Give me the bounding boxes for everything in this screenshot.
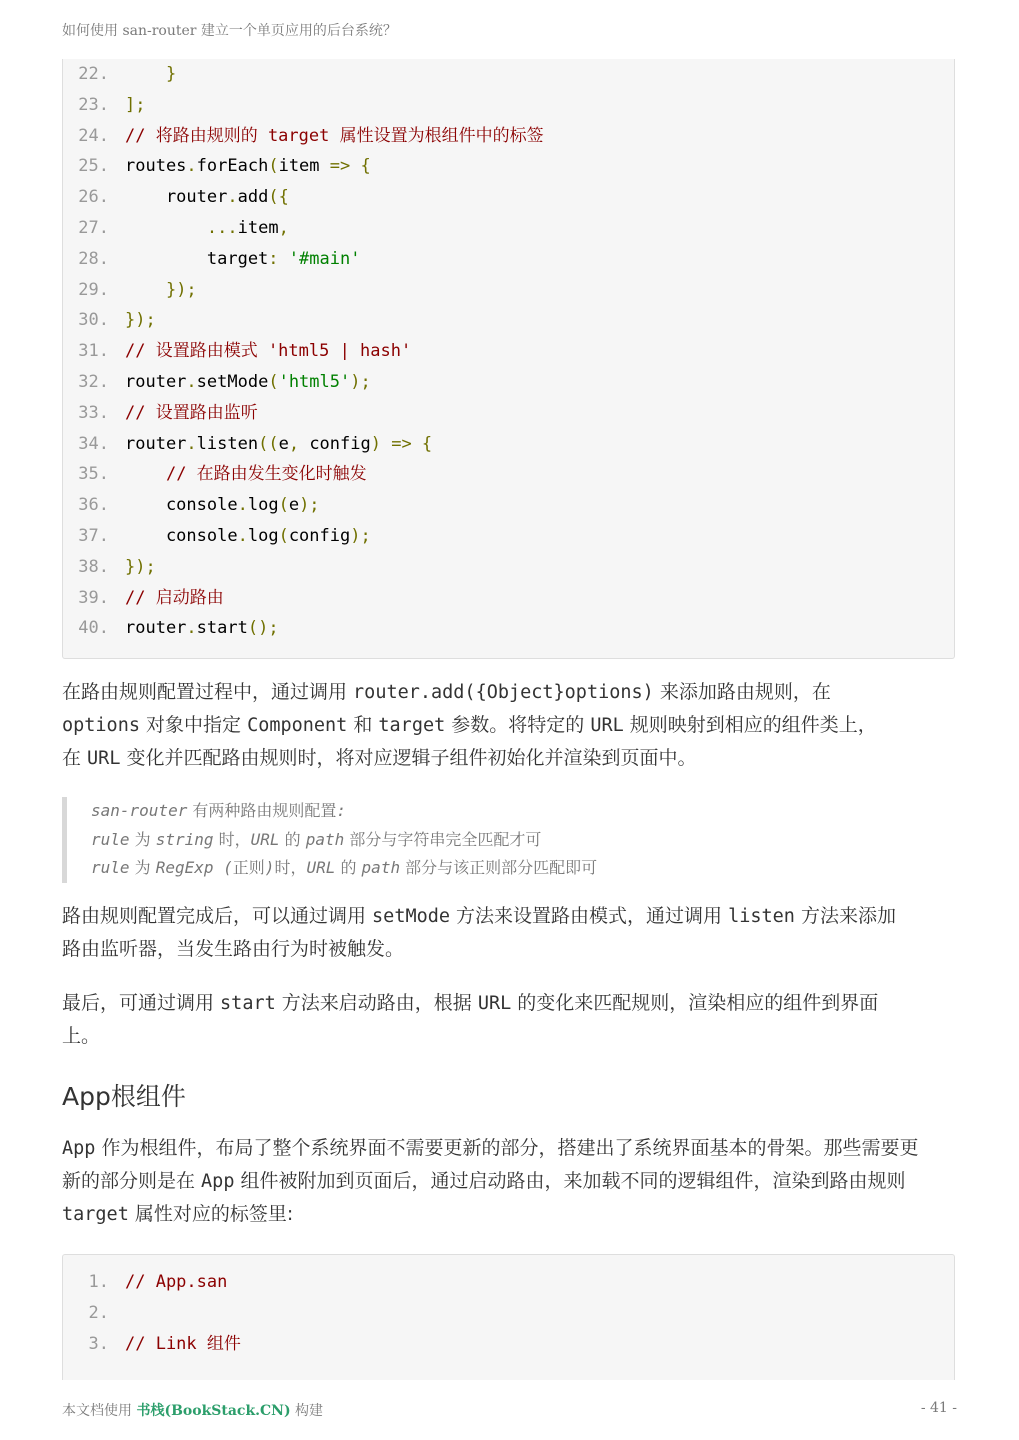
code-token: // Link 组件: [125, 1333, 241, 1354]
inline-code: listen: [728, 906, 795, 927]
code-token: .: [237, 525, 248, 546]
line-number: 24.: [78, 125, 109, 146]
paragraph-app-root: [62, 1132, 957, 1231]
code-token: ({: [268, 187, 289, 208]
text-span: 新的部分则是在: [62, 1170, 202, 1192]
code-text: [125, 275, 197, 306]
text-span: 在: [62, 747, 88, 769]
code-line: [63, 336, 954, 367]
line-number: 27.: [78, 217, 109, 238]
line-number: 32.: [78, 371, 109, 392]
inline-code: URL: [590, 715, 624, 736]
text-span: 方法来启动路由，根据: [275, 992, 478, 1014]
text-span: 路由规则配置完成后，可以通过调用: [62, 905, 373, 927]
paragraph-setmode-listen: [62, 900, 957, 966]
code-token: .: [186, 618, 197, 639]
code-token: (: [278, 525, 289, 546]
code-text: [125, 1267, 227, 1298]
text-span: 和: [347, 714, 379, 736]
code-text: [125, 490, 320, 521]
note-line: [91, 854, 952, 883]
code-text: [125, 552, 156, 583]
code-line: [63, 1329, 954, 1360]
code-token: listen: [196, 433, 259, 454]
code-line: [63, 429, 954, 460]
note-line: [91, 797, 952, 826]
code-token: ,: [288, 433, 310, 454]
inline-code: App: [201, 1171, 235, 1192]
note-mono: san-router: [91, 801, 188, 820]
code-line: [63, 1298, 954, 1329]
code-token: e: [278, 433, 289, 454]
code-token: ...: [206, 217, 238, 238]
section-heading: App根组件: [62, 1082, 186, 1111]
code-line: [63, 121, 954, 152]
page-header: 如何使用 san-router 建立一个单页应用的后台系统？: [62, 23, 397, 39]
code-token: start: [196, 618, 248, 639]
code-token: [125, 280, 166, 300]
line-number: 30.: [78, 310, 109, 331]
note-mono: rule: [91, 829, 130, 849]
note-text: 正则: [232, 858, 265, 877]
line-number: 22.: [78, 64, 109, 84]
code-token: router: [125, 187, 228, 208]
code-token: router: [125, 618, 187, 639]
inline-code: App: [62, 1138, 96, 1159]
line-number: 34.: [78, 433, 109, 454]
code-token: [125, 218, 207, 238]
code-token: .: [237, 495, 248, 516]
line-number: 33.: [78, 402, 109, 423]
code-text: [125, 121, 544, 152]
code-token: config: [288, 525, 351, 546]
code-token: forEach: [196, 156, 269, 177]
code-line: [63, 275, 954, 306]
footer-prefix: 本文档使用: [62, 1403, 137, 1419]
code-text: [125, 305, 156, 336]
code-line: [63, 213, 954, 244]
code-token: console: [125, 525, 238, 546]
code-token: .: [227, 187, 238, 208]
code-token: [125, 64, 166, 84]
inline-code: target: [62, 1204, 129, 1225]
code-token: [125, 464, 166, 484]
code-token: (: [268, 371, 279, 392]
text-span: 上。: [62, 1025, 101, 1047]
code-token: 'html5': [278, 371, 351, 392]
line-number: 29.: [78, 279, 109, 300]
code-token: e: [288, 495, 300, 516]
code-token: );: [299, 495, 320, 516]
code-line: [63, 90, 954, 121]
code-token: ) => {: [370, 433, 433, 454]
note-mono: URL: [250, 829, 280, 849]
code-text: [125, 151, 371, 182]
bookstack-link[interactable]: 书栈(BookStack.CN): [136, 1403, 291, 1419]
line-number: 38.: [78, 556, 109, 577]
note-mono: path: [361, 858, 401, 877]
text-span: 路由监听器，当发生路由行为时被触发。: [62, 938, 405, 960]
code-token: // 在路由发生变化时触发: [165, 464, 367, 485]
text-span: 变化并匹配路由规则时，将对应逻辑子组件初始化并渲染到页面中。: [120, 747, 697, 769]
footer-credit: [62, 1400, 323, 1420]
code-token: setMode: [196, 371, 269, 392]
code-token: :: [268, 248, 289, 269]
note-mono: string: [155, 829, 214, 849]
line-number: 31.: [78, 341, 109, 362]
code-block: [62, 59, 955, 659]
inline-code: options: [62, 715, 140, 736]
note-line: [91, 826, 952, 855]
code-token: => {: [329, 156, 371, 177]
code-token: .: [186, 433, 197, 454]
code-token: console: [125, 495, 238, 516]
code-token: (: [268, 156, 279, 177]
line-number: 36.: [78, 495, 109, 516]
code-text: [125, 367, 371, 398]
text-span: 属性对应的标签里:: [128, 1203, 294, 1225]
note-text: 的: [279, 829, 306, 849]
code-token: routes: [125, 156, 187, 177]
line-number: 1.: [88, 1272, 109, 1292]
footer-suffix: 构建: [290, 1403, 324, 1419]
inline-code: setMode: [372, 906, 451, 927]
code-line: [63, 367, 954, 398]
code-text: [125, 182, 289, 213]
text-span: 作为根组件，布局了整个系统界面不需要更新的部分，搭建出了系统界面基本的骨架。那些需要更: [95, 1137, 919, 1159]
code-token: // 设置路由监听: [125, 402, 258, 423]
line-number: 23.: [78, 94, 109, 115]
note-text: 为: [129, 858, 156, 877]
code-line: [63, 1267, 954, 1298]
code-token: router: [125, 433, 187, 454]
code-token: ();: [247, 618, 279, 639]
code-token: item: [237, 217, 279, 238]
code-text: [125, 336, 411, 367]
note-text: 时，: [274, 858, 307, 877]
code-text: [125, 1329, 241, 1360]
code-line: [63, 613, 954, 644]
line-number: 39.: [78, 587, 109, 608]
code-token: ((: [258, 433, 279, 454]
code-text: [125, 459, 367, 490]
code-text: [125, 244, 360, 275]
note-mono: URL: [306, 858, 336, 877]
inline-code: router.add({Object}options): [353, 682, 654, 703]
inline-code: start: [220, 993, 276, 1014]
line-number: 3.: [88, 1333, 109, 1354]
code-line: [63, 244, 954, 275]
note-mono: RegExp (: [155, 858, 233, 877]
paragraph-router-add: [62, 676, 957, 775]
page-number: - 41 -: [920, 1400, 957, 1416]
code-token: );: [350, 525, 371, 546]
text-span: 的变化来匹配规则，渲染相应的组件到界面: [511, 992, 879, 1014]
text-span: 方法来设置路由模式，通过调用: [450, 905, 729, 927]
code-token: '#main': [288, 248, 361, 269]
code-token: .: [186, 371, 197, 392]
line-number: 26.: [78, 187, 109, 208]
code-token: config: [309, 433, 371, 454]
code-line: [63, 305, 954, 336]
code-token: router: [125, 371, 187, 392]
line-number: 40.: [78, 618, 109, 639]
text-span: 在路由规则配置过程中，通过调用: [62, 681, 354, 703]
code-line: [63, 459, 954, 490]
code-line: [63, 490, 954, 521]
code-token: });: [165, 279, 197, 300]
note-text: 的: [335, 858, 362, 877]
line-number: 35.: [78, 464, 109, 485]
code-text: [125, 521, 371, 552]
note-mono: ): [264, 858, 275, 877]
inline-code: URL: [87, 748, 121, 769]
line-number: 2.: [88, 1302, 109, 1323]
code-line: [63, 521, 954, 552]
line-number: 37.: [78, 525, 109, 546]
code-block: [62, 1254, 955, 1380]
code-text: [125, 613, 279, 644]
text-span: 参数。将特定的: [445, 714, 591, 736]
code-token: // 将路由规则的 target 属性设置为根组件中的标签: [125, 125, 544, 146]
text-span: 规则映射到相应的组件类上，: [623, 714, 877, 736]
inline-code: Component: [247, 715, 348, 736]
code-token: });: [125, 556, 156, 577]
code-token: );: [350, 371, 371, 392]
code-token: log: [247, 525, 279, 546]
note-text: 部分与字符串完全匹配才可: [344, 829, 542, 849]
note-text: 时，: [213, 829, 251, 849]
note-text: 部分与该正则部分匹配即可: [400, 858, 598, 877]
note-mono: :: [336, 801, 347, 820]
code-text: [125, 213, 289, 244]
text-span: 最后，可通过调用: [62, 992, 221, 1014]
code-line: [63, 398, 954, 429]
code-text: [125, 59, 176, 90]
note-text: 有两种路由规则配置: [187, 801, 337, 820]
code-token: item: [278, 156, 330, 177]
code-token: (: [278, 495, 289, 516]
blockquote-note: [62, 797, 952, 883]
note-text: 为: [129, 829, 156, 849]
inline-code: URL: [477, 993, 512, 1014]
code-token: // App.san: [125, 1272, 228, 1292]
code-text: [125, 398, 258, 429]
code-token: // 设置路由模式 'html5 | hash': [125, 341, 412, 362]
text-span: 来添加路由规则，在: [653, 681, 831, 703]
paragraph-start: [62, 987, 957, 1053]
code-text: [125, 90, 145, 121]
code-token: });: [125, 310, 156, 331]
code-line: [63, 59, 954, 90]
code-line: [63, 583, 954, 614]
code-text: [125, 583, 224, 614]
code-token: add: [237, 187, 269, 208]
code-token: ];: [125, 94, 146, 115]
line-number: 28.: [78, 248, 109, 269]
line-number: 25.: [78, 156, 109, 177]
text-span: 方法来添加: [794, 905, 896, 927]
text-span: 对象中指定: [139, 714, 248, 736]
code-token: log: [247, 495, 279, 516]
note-mono: path: [305, 829, 345, 849]
note-mono: rule: [91, 858, 130, 877]
code-token: target: [125, 248, 269, 269]
text-span: 组件被附加到页面后，通过启动路由，来加载不同的逻辑组件，渲染到路由规则: [234, 1170, 906, 1192]
code-text: [125, 429, 432, 460]
code-token: }: [165, 64, 177, 84]
inline-code: target: [378, 715, 446, 736]
code-line: [63, 151, 954, 182]
page-footer: [62, 1400, 957, 1420]
code-line: [63, 552, 954, 583]
code-token: .: [186, 156, 197, 177]
code-line: [63, 182, 954, 213]
code-token: ,: [278, 217, 289, 238]
code-token: // 启动路由: [125, 587, 224, 608]
